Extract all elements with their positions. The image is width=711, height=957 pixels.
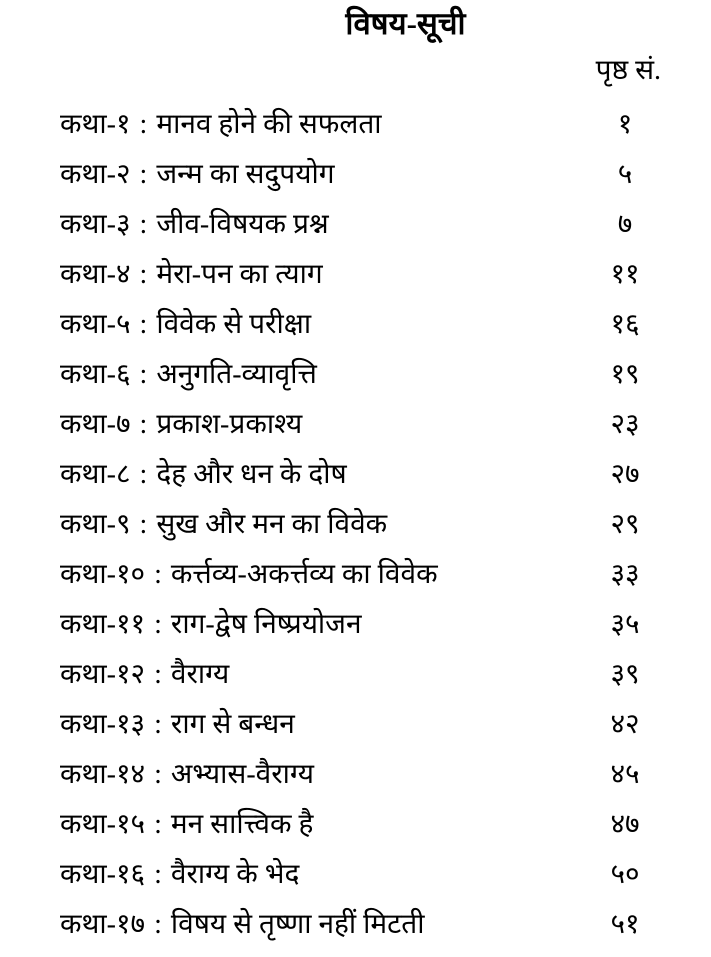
toc-row bbox=[0, 198, 711, 248]
entry-prefix: कथा-१० bbox=[60, 559, 146, 590]
entry-page-number: २९ bbox=[610, 509, 640, 540]
entry-title: देह और धन के दोष bbox=[156, 459, 347, 490]
toc-row bbox=[0, 648, 711, 698]
entry-page-number: ४२ bbox=[610, 709, 640, 740]
entry-prefix: कथा-१६ bbox=[60, 859, 146, 890]
entry-page-number: २३ bbox=[610, 409, 640, 440]
entry-label bbox=[60, 854, 589, 892]
entry-label bbox=[60, 354, 589, 392]
entry-title: वैराग्य bbox=[170, 659, 230, 690]
toc-row bbox=[0, 348, 711, 398]
entry-separator: : bbox=[139, 409, 148, 440]
toc-row bbox=[0, 598, 711, 648]
toc-row bbox=[0, 98, 711, 148]
toc-row bbox=[0, 898, 711, 948]
entry-separator: : bbox=[139, 259, 148, 290]
entry-prefix: कथा-१२ bbox=[60, 659, 146, 690]
entry-separator: : bbox=[139, 509, 148, 540]
entry-title: वैराग्य के भेद bbox=[170, 859, 300, 890]
entry-label bbox=[60, 804, 589, 842]
entry-prefix: कथा-५ bbox=[60, 309, 131, 340]
entry-title: राग से बन्धन bbox=[170, 709, 295, 740]
entry-title: अभ्यास-वैराग्य bbox=[170, 759, 315, 790]
entry-page-number: ५१ bbox=[610, 909, 640, 940]
entry-separator: : bbox=[154, 759, 162, 790]
entry-label bbox=[60, 754, 589, 792]
entry-separator: : bbox=[139, 359, 148, 390]
table-of-contents bbox=[0, 98, 711, 948]
entry-title: विषय से तृष्णा नहीं मिटती bbox=[170, 909, 425, 940]
entry-title: मेरा-पन का त्याग bbox=[156, 259, 323, 290]
entry-prefix: कथा-१५ bbox=[60, 809, 146, 840]
entry-title: राग-द्वेष निष्प्रयोजन bbox=[170, 609, 362, 640]
page-number-column-header: पृष्ठ सं. bbox=[595, 55, 661, 86]
toc-row bbox=[0, 448, 711, 498]
toc-row bbox=[0, 698, 711, 748]
entry-separator: : bbox=[139, 459, 148, 490]
entry-separator: : bbox=[154, 909, 162, 940]
entry-page-number: १ bbox=[617, 109, 633, 140]
entry-page-number: ४७ bbox=[610, 809, 640, 840]
entry-separator: : bbox=[139, 209, 148, 240]
entry-title: मन सात्त्विक है bbox=[170, 809, 314, 840]
entry-label bbox=[60, 404, 589, 442]
entry-separator: : bbox=[154, 609, 162, 640]
entry-page-number: २७ bbox=[610, 459, 640, 490]
page-title: विषय-सूची bbox=[345, 6, 466, 41]
entry-prefix: कथा-१७ bbox=[60, 909, 146, 940]
toc-row bbox=[0, 548, 711, 598]
entry-prefix: कथा-९ bbox=[60, 509, 131, 540]
entry-page-number: ७ bbox=[617, 209, 633, 240]
toc-row bbox=[0, 398, 711, 448]
entry-separator: : bbox=[154, 709, 162, 740]
toc-row bbox=[0, 498, 711, 548]
entry-title: सुख और मन का विवेक bbox=[156, 509, 388, 540]
entry-separator: : bbox=[139, 109, 148, 140]
entry-prefix: कथा-१३ bbox=[60, 709, 146, 740]
entry-prefix: कथा-३ bbox=[60, 209, 131, 240]
entry-prefix: कथा-४ bbox=[60, 259, 131, 290]
toc-row bbox=[0, 748, 711, 798]
entry-label bbox=[60, 204, 589, 242]
entry-separator: : bbox=[139, 309, 148, 340]
entry-separator: : bbox=[154, 859, 162, 890]
entry-label bbox=[60, 604, 589, 642]
entry-prefix: कथा-७ bbox=[60, 409, 131, 440]
toc-row bbox=[0, 848, 711, 898]
toc-row bbox=[0, 298, 711, 348]
entry-page-number: ११ bbox=[610, 259, 640, 290]
entry-label bbox=[60, 254, 589, 292]
entry-title: अनुगति-व्यावृत्ति bbox=[156, 359, 317, 390]
entry-prefix: कथा-११ bbox=[60, 609, 146, 640]
entry-label bbox=[60, 554, 589, 592]
entry-label bbox=[60, 704, 589, 742]
entry-label bbox=[60, 304, 589, 342]
entry-page-number: ५० bbox=[610, 859, 640, 890]
entry-title: जीव-विषयक प्रश्न bbox=[156, 209, 329, 240]
entry-page-number: ५ bbox=[617, 159, 633, 190]
entry-separator: : bbox=[154, 659, 162, 690]
entry-page-number: ३३ bbox=[610, 559, 640, 590]
entry-label bbox=[60, 454, 589, 492]
entry-page-number: ३९ bbox=[610, 659, 640, 690]
entry-page-number: ४५ bbox=[610, 759, 640, 790]
toc-row bbox=[0, 798, 711, 848]
entry-page-number: १९ bbox=[610, 359, 640, 390]
entry-title: कर्त्तव्य-अकर्त्तव्य का विवेक bbox=[170, 559, 438, 590]
entry-page-number: १६ bbox=[610, 309, 640, 340]
entry-label bbox=[60, 154, 589, 192]
entry-prefix: कथा-८ bbox=[60, 459, 131, 490]
entry-title: प्रकाश-प्रकाश्य bbox=[156, 409, 303, 440]
entry-separator: : bbox=[154, 559, 162, 590]
entry-label bbox=[60, 504, 589, 542]
entry-label bbox=[60, 904, 589, 942]
entry-prefix: कथा-२ bbox=[60, 159, 131, 190]
entry-label bbox=[60, 654, 589, 692]
entry-prefix: कथा-१ bbox=[60, 109, 131, 140]
toc-row bbox=[0, 148, 711, 198]
entry-title: जन्म का सदुपयोग bbox=[156, 159, 335, 190]
toc-row bbox=[0, 248, 711, 298]
entry-page-number: ३५ bbox=[610, 609, 640, 640]
entry-title: मानव होने की सफलता bbox=[156, 109, 382, 140]
entry-prefix: कथा-६ bbox=[60, 359, 131, 390]
entry-label bbox=[60, 104, 589, 142]
entry-title: विवेक से परीक्षा bbox=[156, 309, 312, 340]
entry-separator: : bbox=[139, 159, 148, 190]
entry-prefix: कथा-१४ bbox=[60, 759, 146, 790]
entry-separator: : bbox=[154, 809, 162, 840]
